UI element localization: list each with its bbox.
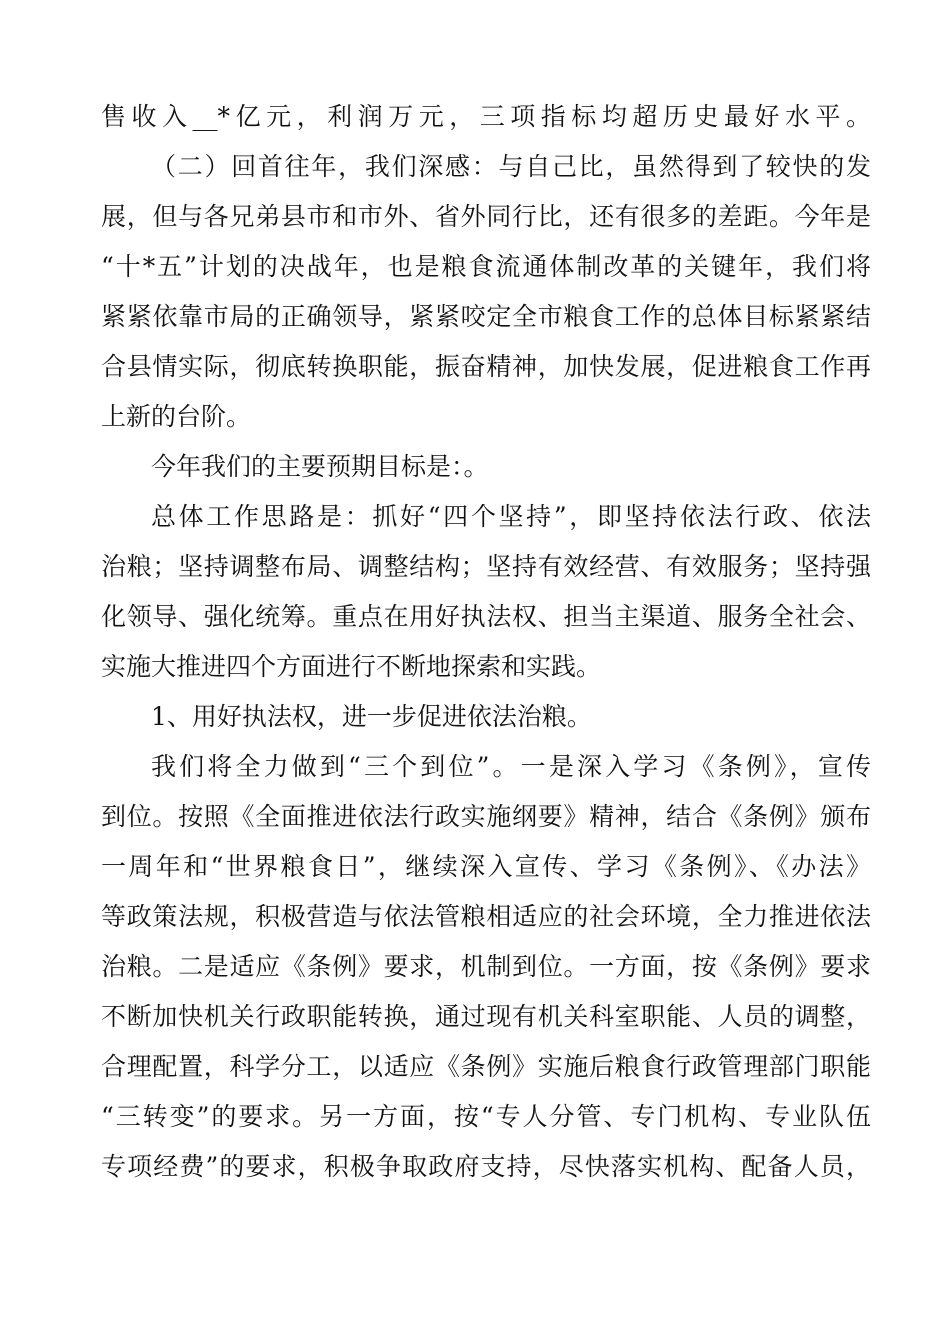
text-line: 合理配置，科学分工，以适应《条例》实施后粮食行政管理部门职能 [101, 1052, 871, 1081]
text-line: 合县情实际，彻底转换职能，振奋精神，加快发展，促进粮食工作再 [101, 352, 871, 381]
text-line: 到位。按照《全面推进依法行政实施纲要》精神，结合《条例》颁布 [101, 802, 871, 831]
text-line: 售收入__*亿元，利润万元，三项指标均超历史最好水平。 [101, 102, 871, 131]
paragraph-start-line: 我们将全力做到“三个到位”。一是深入学习《条例》，宣传 [151, 752, 871, 781]
paragraph-start-line: （二）回首往年，我们深感：与自己比，虽然得到了较快的发 [151, 152, 871, 181]
text-line: 治粮。二是适应《条例》要求，机制到位。一方面，按《条例》要求 [101, 952, 871, 981]
paragraph-start-line: 今年我们的主要预期目标是：。 [151, 452, 489, 481]
text-line: 上新的台阶。 [101, 402, 252, 431]
document-page [101, 92, 871, 1192]
paragraph-start-line: 总体工作思路是：抓好“四个坚持”，即坚持依法行政、依法 [151, 502, 871, 531]
section-heading: 1、用好执法权，进一步促进依法治粮。 [151, 702, 592, 731]
text-line: 治粮；坚持调整布局、调整结构；坚持有效经营、有效服务；坚持强 [101, 552, 871, 581]
text-line: 化领导、强化统筹。重点在用好执法权、担当主渠道、服务全社会、 [101, 602, 871, 631]
text-line: 等政策法规，积极营造与依法管粮相适应的社会环境，全力推进依法 [101, 902, 871, 931]
text-line: “三转变”的要求。另一方面，按“专人分管、专门机构、专业队伍 [101, 1102, 871, 1131]
text-line: 展，但与各兄弟县市和市外、省外同行比，还有很多的差距。今年是 [101, 202, 871, 231]
text-line: “十*五”计划的决战年，也是粮食流通体制改革的关键年，我们将 [101, 252, 871, 281]
text-line: 不断加快机关行政职能转换，通过现有机关科室职能、人员的调整， [101, 1002, 871, 1031]
text-line: 紧紧依靠市局的正确领导，紧紧咬定全市粮食工作的总体目标紧紧结 [101, 302, 871, 331]
text-line: 专项经费”的要求，积极争取政府支持，尽快落实机构、配备人员， [101, 1152, 871, 1181]
text-line: 实施大推进四个方面进行不断地探索和实践。 [101, 652, 602, 681]
text-line: 一周年和“世界粮食日”，继续深入宣传、学习《条例》、《办法》 [101, 852, 871, 881]
